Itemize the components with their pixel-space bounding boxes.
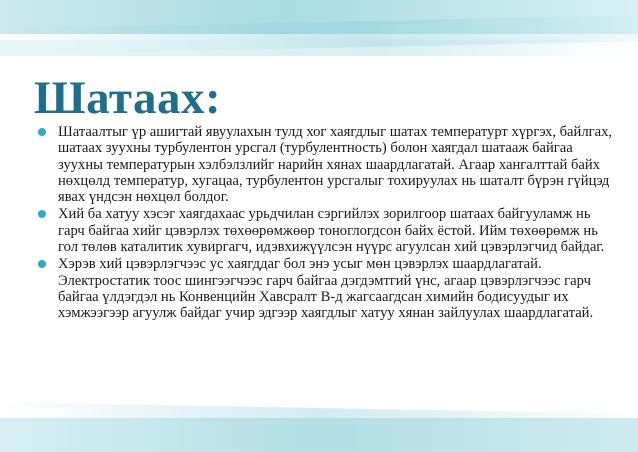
bullet-list — [36, 124, 616, 323]
bullet-item — [36, 256, 616, 321]
bullet-item — [36, 124, 616, 205]
bullet-item — [36, 206, 616, 255]
bullet-dot-icon — [38, 260, 46, 268]
top-decor-highlight — [0, 40, 638, 56]
bottom-decor-band — [0, 418, 638, 452]
slide-title: Шатаах: — [34, 72, 222, 124]
bullet-text: Шатаалтыг үр ашигтай явуулахын тулд хог хаягдлыг шатах температурт хүргэх, байлгах, шатаах зуухны турбулентон урсгал (турбулентность) болон хаягдал шатааж байгаа зуухны температурын хэлбэлзлийг нарийн хянах шаардлагатай. Агаар хангалттай байх нөхцөлд температур, хугацаа, турбулентон урсгалыг тохируулах нь шаталт бүрэн гүйцэд явах үндсэн нөхцөл болдог. — [58, 124, 613, 206]
bullet-dot-icon — [38, 210, 46, 218]
bullet-dot-icon — [38, 128, 46, 136]
bullet-text: Хэрэв хий цэвэрлэгчээс ус хаягддаг бол энэ усыг мөн цэвэрлэх шаардлагатай. Электростатик тоос шингээгчээс гарч байгаа дэгдэмтгий үнс, агаар цэвэрлэгчээс гарч байгаа үлдэгдэл нь Конвенцийн Хавсралт В-д жагсаагдсан химийн бодисуудыг их хэмжээгээр агуулж байдаг учир эдгээр хаягдлыг хатуу хянан зайлуулах шаардлагатай. — [58, 256, 594, 322]
bullet-text: Хий ба хатуу хэсэг хаягдахаас урьдчилан сэргийлэх зорилгоор шатаах байгууламж нь гарч байгаа хийг цэвэрлэх төхөөрөмжөөр тоноглогдсон байх ёстой. Ийм төхөөрөмж нь гол төлөв каталитик хувиргагч, идэвхижүүлсэн нүүрс агуулсан хий цэвэрлэгчид байдаг. — [58, 206, 605, 256]
